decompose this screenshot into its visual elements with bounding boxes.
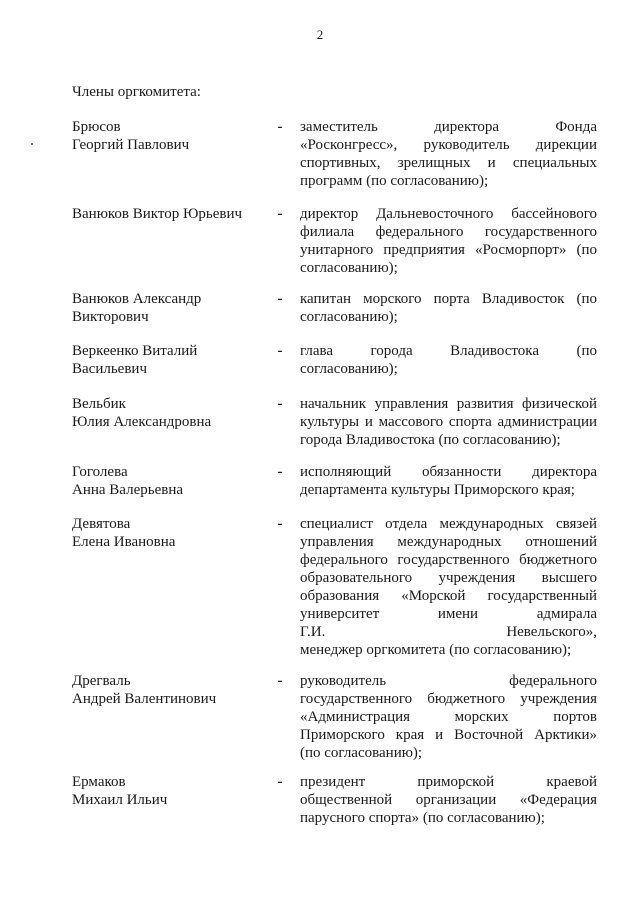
duty-line: директор Дальневосточного бассейнового (300, 206, 597, 222)
member-duty (300, 118, 597, 190)
duty-line: руководитель федерального (300, 673, 597, 689)
member-duty (300, 395, 597, 449)
member-duty (300, 205, 597, 277)
duty-line: Г.И. Невельского», (300, 624, 597, 640)
member-duty (300, 342, 597, 378)
member-duty (300, 672, 597, 762)
duty-line: программ (по согласованию); (300, 173, 489, 189)
dash-separator: - (277, 396, 283, 412)
duty-line: менеджер оргкомитета (по согласованию); (300, 642, 572, 658)
duty-line: спортивных, зрелищных и специальных (300, 155, 597, 171)
duty-line: культуры и массового спорта администрации (300, 414, 597, 430)
duty-line: университет имени адмирала (300, 606, 597, 622)
duty-line: капитан морского порта Владивосток (по (300, 291, 597, 307)
duty-line: «Администрация морских портов (300, 709, 597, 725)
duty-line: Приморского края и Восточной Арктики» (300, 727, 597, 743)
member-duty (300, 515, 597, 659)
member-duty (300, 290, 597, 326)
member-name: Гоголева Анна Валерьевна (72, 464, 183, 498)
duty-line: глава города Владивостока (по (300, 343, 597, 359)
member-name: Брюсов Георгий Павлович (72, 119, 190, 153)
duty-line: образования «Морской государственный (300, 588, 597, 604)
duty-line: города Владивостока (по согласованию); (300, 432, 561, 448)
stray-mark (31, 143, 33, 145)
duty-line: начальник управления развития физической (300, 396, 597, 412)
section-heading: Члены оргкомитета: (72, 84, 201, 100)
member-duty (300, 463, 597, 499)
duty-line: образовательного учреждения высшего (300, 570, 597, 586)
member-name: Ванюков Виктор Юрьевич (72, 206, 243, 222)
duty-line: исполняющий обязанности директора (300, 464, 597, 480)
dash-separator: - (277, 119, 283, 135)
duty-line: парусного спорта» (по согласованию); (300, 810, 545, 826)
member-duty (300, 773, 597, 827)
duty-line: президент приморской краевой (300, 774, 597, 790)
member-name: Ванюков Александр Викторович (72, 291, 202, 325)
duty-line: унитарного предприятия «Росморпорт» (по (300, 242, 597, 258)
duty-line: заместитель директора Фонда (300, 119, 597, 135)
duty-line: управления международных отношений (300, 534, 597, 550)
duty-line: государственного бюджетного учреждения (300, 691, 597, 707)
duty-line: департамента культуры Приморского края; (300, 482, 575, 498)
member-name: Дрегваль Андрей Валентинович (72, 673, 217, 707)
page-number: 2 (316, 27, 324, 42)
duty-line: «Росконгресс», руководитель дирекции (300, 137, 597, 153)
dash-separator: - (277, 343, 283, 359)
dash-separator: - (277, 206, 283, 222)
duty-line: общественной организации «Федерация (300, 792, 597, 808)
member-name: Веркеенко Виталий Васильевич (72, 343, 198, 377)
member-name: Вельбик Юлия Александровна (72, 396, 212, 430)
duty-line: филиала федерального государственного (300, 224, 597, 240)
duty-line: специалист отдела международных связей (300, 516, 597, 532)
dash-separator: - (277, 673, 283, 689)
duty-line: (по согласованию); (300, 745, 423, 761)
duty-line: федерального государственного бюджетного (300, 552, 597, 568)
dash-separator: - (277, 291, 283, 307)
duty-line: согласованию); (300, 361, 398, 377)
member-name: Девятова Елена Ивановна (72, 516, 176, 550)
dash-separator: - (277, 774, 283, 790)
dash-separator: - (277, 516, 283, 532)
dash-separator: - (277, 464, 283, 480)
duty-line: согласованию); (300, 260, 398, 276)
duty-line: согласованию); (300, 309, 398, 325)
member-name: Ермаков Михаил Ильич (72, 774, 168, 808)
